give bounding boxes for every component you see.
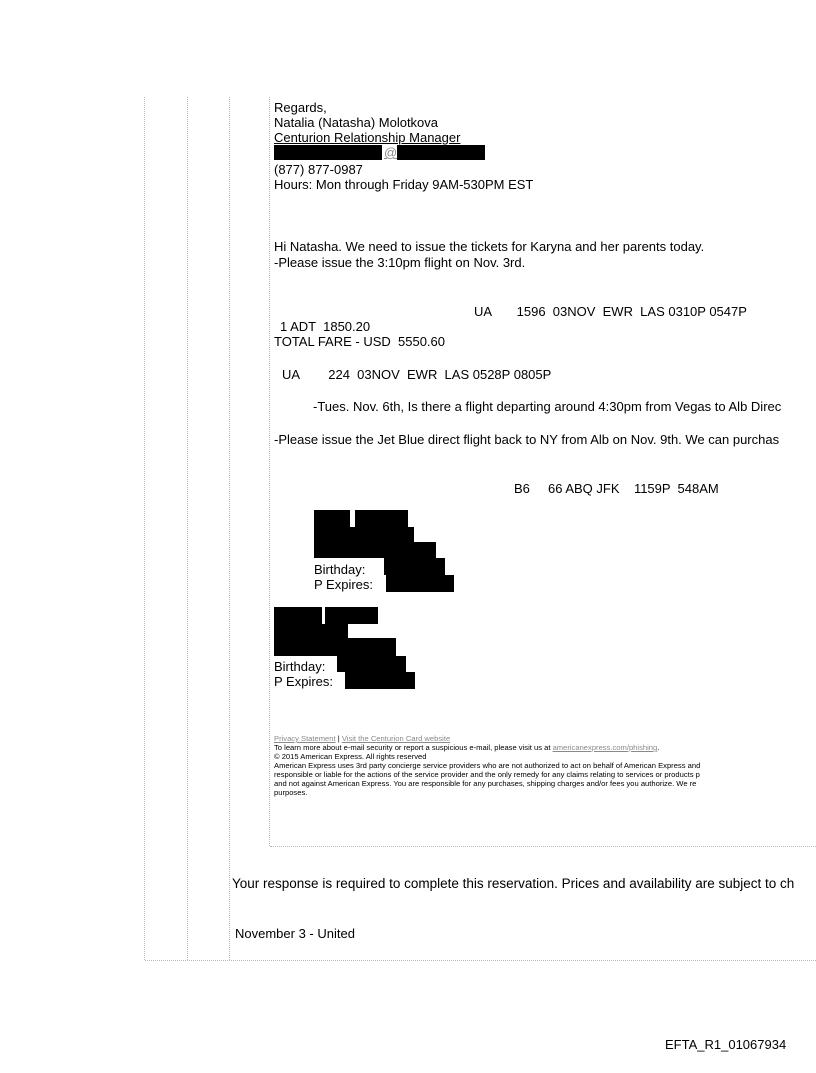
flight-ua-224: UA 224 03NOV EWR LAS 0528P 0805P xyxy=(282,367,552,382)
flight-b6-66: B6 66 ABQ JFK 1159P 548AM xyxy=(514,481,719,496)
centurion-website-link[interactable]: Visit the Centurion Card website xyxy=(341,734,451,743)
total-fare: TOTAL FARE - USD 5550.60 xyxy=(274,334,445,349)
pax1-birthday-label: Birthday: xyxy=(314,562,366,577)
november-3-united: November 3 - United xyxy=(235,926,355,941)
redacted-pax1-e xyxy=(384,558,445,575)
redacted-pax1-c xyxy=(314,527,414,542)
redacted-pax2-c xyxy=(274,624,348,638)
footer-disclaimer-2: responsible or liable for the actions of the service provider and the only remedy for any claims relating to services or products p xyxy=(274,770,700,779)
message-issue-line: -Please issue the 3:10pm flight on Nov. 3rd. xyxy=(274,255,526,270)
redacted-pax1-b xyxy=(355,510,408,527)
quote-bottom-line xyxy=(270,846,816,847)
footer-security-text: To learn more about e-mail security or report a suspicious e-mail, please visit us at xyxy=(274,743,553,752)
bottom-border-line xyxy=(145,960,816,961)
redacted-pax1-f xyxy=(386,575,454,592)
footer-disclaimer-3: and not against American Express. You are responsible for any purchases, shipping charges and/or fees you authorize. We re xyxy=(274,779,697,788)
response-required-text: Your response is required to complete this reservation. Prices and availability are subject to ch xyxy=(232,876,795,891)
footer-disclaimer-1: American Express uses 3rd party concierge service providers who are not authorized to act on behalf of American Express and xyxy=(274,761,701,770)
signature-hours: Hours: Mon through Friday 9AM-530PM EST xyxy=(274,177,534,192)
footer-period: . xyxy=(657,743,660,752)
message-greeting-line: Hi Natasha. We need to issue the tickets for Karyna and her parents today. xyxy=(274,239,705,254)
redacted-pax2-e xyxy=(337,656,406,672)
pax2-birthday-label: Birthday: xyxy=(274,659,326,674)
privacy-statement-link[interactable]: Privacy Statement xyxy=(274,734,336,743)
fare-adt: 1 ADT 1850.20 xyxy=(280,319,371,334)
inner-border-line-2 xyxy=(229,97,230,960)
footer-copyright: © 2015 American Express. All rights reserved xyxy=(274,752,427,761)
redacted-pax2-f xyxy=(345,672,415,689)
flight-ua-1596: UA 1596 03NOV EWR LAS 0310P 0547P xyxy=(474,304,747,319)
redacted-email-user xyxy=(274,145,382,160)
inner-border-line-1 xyxy=(187,97,188,960)
redacted-pax2-b xyxy=(325,607,378,624)
phishing-link[interactable]: americanexpress.com/phishing xyxy=(552,743,658,752)
signature-regards: Regards, xyxy=(274,100,327,115)
signature-phone: (877) 877-0987 xyxy=(274,162,363,177)
signature-title: Centurion Relationship Manager xyxy=(274,130,461,145)
left-border-line xyxy=(144,97,145,960)
message-jetblue-line: -Please issue the Jet Blue direct flight back to NY from Alb on Nov. 9th. We can purchas xyxy=(274,432,780,447)
redacted-pax2-a xyxy=(274,607,322,624)
signature-email-at: @ xyxy=(384,145,398,160)
footer-link-separator: | xyxy=(335,734,342,743)
redacted-pax1-a xyxy=(314,510,350,527)
footer-disclaimer-4: purposes. xyxy=(274,788,308,797)
quote-border-line xyxy=(269,97,270,846)
redacted-pax2-d xyxy=(274,638,396,656)
pax2-expires-label: P Expires: xyxy=(274,674,334,689)
redacted-email-domain xyxy=(397,145,485,160)
document-id: EFTA_R1_01067934 xyxy=(665,1037,787,1052)
signature-name: Natalia (Natasha) Molotkova xyxy=(274,115,439,130)
message-tues-line: -Tues. Nov. 6th, Is there a flight departing around 4:30pm from Vegas to Alb Direc xyxy=(313,399,782,414)
pax1-expires-label: P Expires: xyxy=(314,577,374,592)
redacted-pax1-d xyxy=(314,542,436,558)
